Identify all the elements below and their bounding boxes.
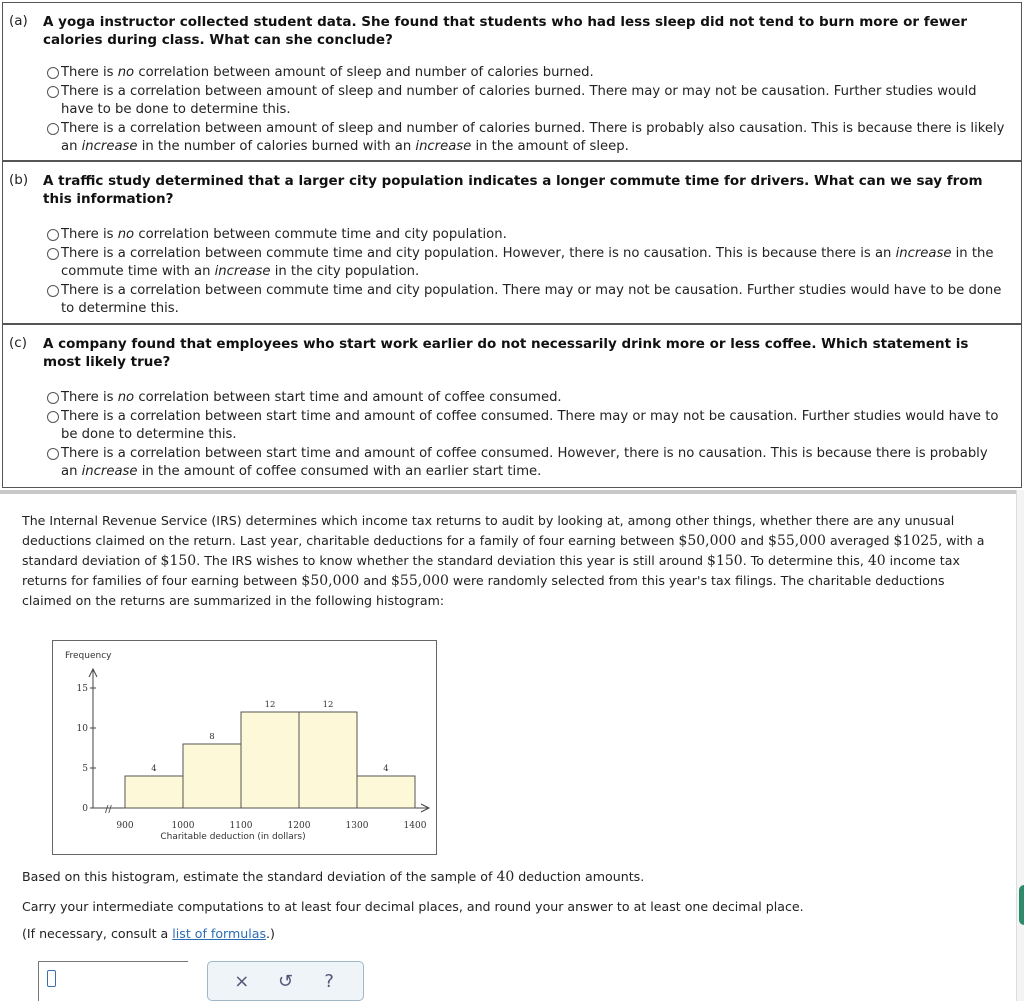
question-b-header xyxy=(9,172,993,208)
intro-text: and xyxy=(736,533,769,548)
intro-text: and xyxy=(359,573,392,588)
hint-text: .) xyxy=(266,926,275,941)
histogram-bar xyxy=(299,712,357,808)
question-b xyxy=(2,161,1022,324)
y-tick-label: 15 xyxy=(76,684,88,694)
histogram-bar xyxy=(183,744,241,808)
hint-text: (If necessary, consult a xyxy=(22,926,173,941)
x-tick-label: 1200 xyxy=(287,821,311,831)
option[interactable] xyxy=(47,226,1006,245)
formula-hint xyxy=(22,926,275,941)
radio-button[interactable] xyxy=(47,229,59,241)
y-tick-label: 0 xyxy=(82,804,88,814)
problem-panel xyxy=(0,494,1016,1001)
option[interactable] xyxy=(47,408,1006,445)
option[interactable] xyxy=(47,120,1006,157)
intro-text: income tax returns for families of four earning between xyxy=(22,553,960,588)
question-prompt-estimate xyxy=(22,869,644,885)
undo-icon[interactable]: ↺ xyxy=(277,970,294,992)
answer-tools xyxy=(207,961,364,1001)
question-prompt: A yoga instructor collected student data. She found that students who had less sleep did not tend to burn more or fewer calories during class. What can she conclude? xyxy=(43,14,968,48)
amount-value: $150 xyxy=(707,553,743,569)
histogram-bar xyxy=(241,712,299,808)
intro-text: averaged xyxy=(825,533,894,548)
amount-value: $55,000 xyxy=(391,573,449,589)
option[interactable] xyxy=(47,245,1006,282)
amount-value: $55,000 xyxy=(768,533,826,549)
background-window-edge xyxy=(1016,490,1024,1001)
formulas-link[interactable]: list of formulas xyxy=(172,926,267,941)
option-label: There is a correlation between commute time and city population. However, there is no causation. This is because there is an increase in the commute time with an increase in the city population. xyxy=(61,245,994,279)
option[interactable] xyxy=(47,445,1006,482)
radio-button[interactable] xyxy=(47,123,59,135)
question-letter: (c) xyxy=(9,335,27,351)
question-c xyxy=(2,324,1022,488)
y-tick-label: 10 xyxy=(76,724,88,734)
side-tab[interactable] xyxy=(1019,885,1024,925)
option-label: There is a correlation between commute time and city population. There may or may not be causation. Further studies would have to be done to determine this. xyxy=(61,282,1002,316)
clear-icon[interactable]: × xyxy=(234,970,250,992)
intro-text: The Internal Revenue Service (IRS) determines which income tax returns to audit by looking at, among other things, whether there are any unusual deductions claimed on the return. Last year, charitable deductions for a family of four earning between xyxy=(22,513,955,548)
bar-value-label: 12 xyxy=(322,700,334,710)
bar-value-label: 12 xyxy=(264,700,276,710)
x-tick-label: 1100 xyxy=(229,821,253,831)
option-label: There is a correlation between amount of sleep and number of calories burned. There is probably also causation. This is because there is likely an increase in the number of calories burned with an increase in the amount of sleep. xyxy=(61,120,1005,154)
option[interactable] xyxy=(47,282,1006,319)
amount-value: $50,000 xyxy=(678,533,737,549)
radio-button[interactable] xyxy=(47,86,59,98)
option[interactable] xyxy=(47,389,1006,408)
option-label: There is a correlation between amount of sleep and number of calories burned. There may or may not be causation. Further studies would have to be done to determine this. xyxy=(61,83,977,117)
radio-button[interactable] xyxy=(47,448,59,460)
y-axis-label: Frequency xyxy=(65,651,112,661)
options-list xyxy=(47,389,1006,482)
help-icon[interactable]: ? xyxy=(324,970,334,992)
question-a xyxy=(2,2,1022,161)
question-c-header xyxy=(9,335,993,371)
options-list xyxy=(47,64,1006,157)
amount-value: 40 xyxy=(867,553,886,569)
sample-size: 40 xyxy=(496,869,515,885)
question-prompt: A company found that employees who start work earlier do not necessarily drink more or less coffee. Which statement is most likely true? xyxy=(43,336,969,370)
x-tick-label: 1000 xyxy=(171,821,195,831)
bar-value-label: 8 xyxy=(209,732,215,742)
radio-button[interactable] xyxy=(47,248,59,260)
amount-value: $1025 xyxy=(893,533,939,549)
radio-button[interactable] xyxy=(47,411,59,423)
question-a-header xyxy=(9,13,993,49)
intro-text: . The IRS wishes to know whether the standard deviation this year is still around xyxy=(196,553,708,568)
text-cursor-icon xyxy=(47,970,56,987)
intro-text: were randomly selected from this year's tax filings. The charitable deductions claimed on the returns are summarized in the following histogram: xyxy=(22,573,945,608)
histogram-bar xyxy=(125,776,183,808)
option-label: There is no correlation between commute time and city population. xyxy=(61,227,507,242)
rounding-instructions: Carry your intermediate computations to at least four decimal places, and round your answer to at least one decimal place. xyxy=(22,899,804,914)
problem-intro xyxy=(22,511,997,611)
option-label: There is no correlation between start time and amount of coffee consumed. xyxy=(61,390,562,405)
amount-value: $150 xyxy=(160,553,197,569)
histogram xyxy=(52,640,437,855)
radio-button[interactable] xyxy=(47,285,59,297)
question-letter: (b) xyxy=(9,172,29,188)
option-label: There is a correlation between start time and amount of coffee consumed. There may or may not be causation. Further studies would have to be done to determine this. xyxy=(61,408,999,442)
option[interactable] xyxy=(47,64,1006,83)
option-label: There is no correlation between amount of sleep and number of calories burned. xyxy=(61,65,594,80)
option-label: There is a correlation between start time and amount of coffee consumed. However, there is no causation. This is because there is probably an increase in the amount of coffee consumed with an earlier start time. xyxy=(61,445,988,479)
bar-value-label: 4 xyxy=(151,764,157,774)
prompt-text: deduction amounts. xyxy=(514,869,645,884)
answer-input[interactable] xyxy=(38,961,188,1001)
prompt-text: Based on this histogram, estimate the standard deviation of the sample of xyxy=(22,869,497,884)
x-tick-label: 900 xyxy=(116,821,134,831)
histogram-bar xyxy=(357,776,415,808)
axis-break-mark: // xyxy=(105,804,112,815)
options-list xyxy=(47,226,1006,319)
x-tick-label: 1400 xyxy=(403,821,427,831)
amount-value: $50,000 xyxy=(301,573,360,589)
bar-value-label: 4 xyxy=(383,764,389,774)
intro-text: . To determine this, xyxy=(742,553,868,568)
intro-text: , with a standard deviation of xyxy=(22,533,985,568)
radio-button[interactable] xyxy=(47,67,59,79)
x-tick-label: 1300 xyxy=(345,821,369,831)
histogram-svg xyxy=(53,641,438,856)
x-axis-label: Charitable deduction (in dollars) xyxy=(160,832,306,842)
question-prompt: A traffic study determined that a larger city population indicates a longer commute time for drivers. What can we say from this information? xyxy=(43,173,983,207)
y-tick-label: 5 xyxy=(82,764,88,774)
radio-button[interactable] xyxy=(47,392,59,404)
option[interactable] xyxy=(47,83,1006,120)
question-letter: (a) xyxy=(9,13,28,29)
